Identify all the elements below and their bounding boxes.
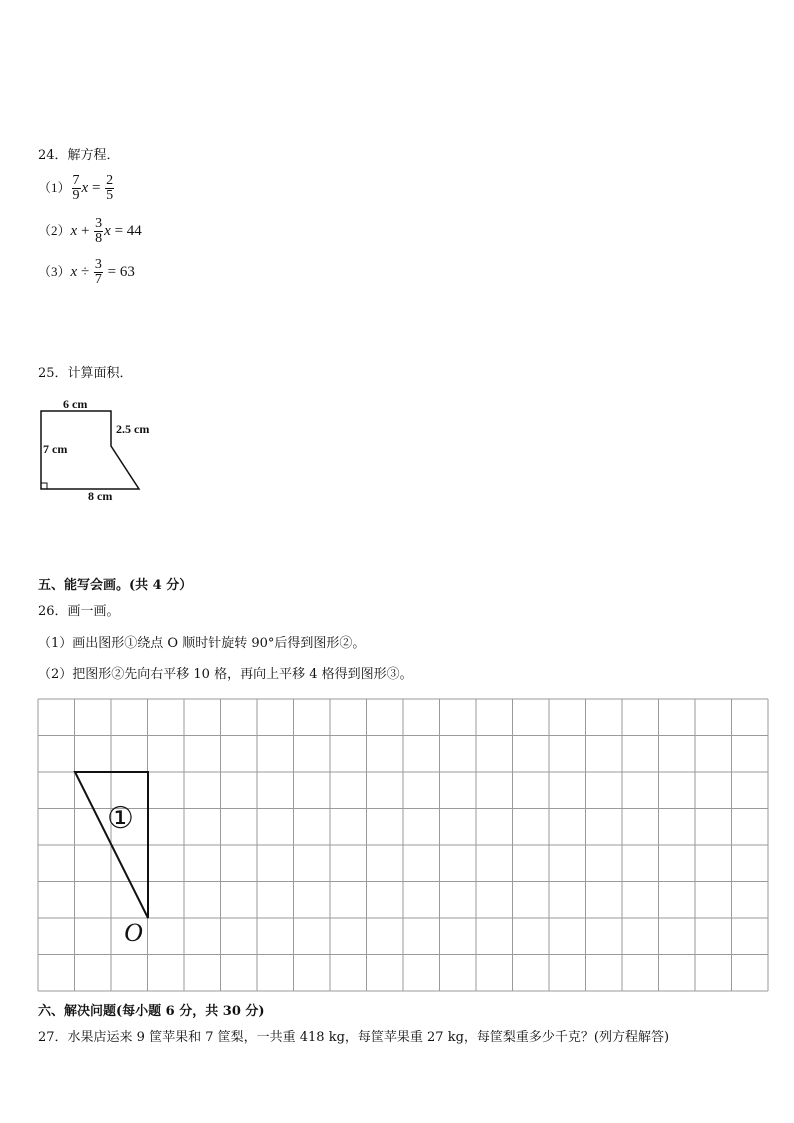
q24-title: 24．解方程． — [38, 148, 120, 163]
q24-equation-2: （2）x + $\frac{3}{8}$ x = 44 — [38, 216, 142, 246]
figure-label-left: 7 cm — [43, 442, 68, 456]
q26-subquestion-2: （2）把图形②先向右平移 10 格，再向上平移 4 格得到图形③。 — [38, 667, 413, 682]
q24-equation-3: （3）x ÷ $\frac{3}{7}$ = 63 — [38, 257, 135, 287]
figure-label-bottom: 8 cm — [88, 489, 113, 503]
section6-title: 六、解决问题(每小题 6 分，共 30 分) — [38, 1004, 265, 1019]
fraction: $\frac{3}{7}$ — [94, 257, 102, 287]
q26-title: 26．画一画。 — [38, 604, 120, 619]
q24-3-label: （3） — [38, 263, 71, 279]
fraction: $\frac{2}{5}$ — [106, 173, 114, 203]
figure-label-top: 6 cm — [63, 397, 88, 411]
q24-1-label: （1） — [38, 179, 71, 195]
fraction: $\frac{7}{9}$ — [72, 173, 80, 203]
section5-title: 五、能写会画。(共 4 分） — [38, 578, 193, 593]
q25-title: 25．计算面积． — [38, 366, 133, 381]
q27-text: 27．水果店运来 9 筐苹果和 7 筐梨，一共重 418 kg，每筐苹果重 27 kg，每筐梨重多少千克？(列方程解答) — [38, 1030, 670, 1045]
point-label-o: O — [124, 918, 143, 947]
fraction: $\frac{3}{8}$ — [95, 216, 103, 246]
figure-label-right: 2.5 cm — [116, 422, 150, 436]
q24-equation-1: （1） $\frac{7}{9}$ x = $\frac{2}{5}$ — [38, 173, 114, 203]
q26-subquestion-1: （1）画出图形①绕点 O 顺时针旋转 90°后得到图形②。 — [38, 636, 366, 651]
shape-label-1: ① — [107, 801, 134, 836]
q24-2-label: （2） — [38, 222, 71, 238]
